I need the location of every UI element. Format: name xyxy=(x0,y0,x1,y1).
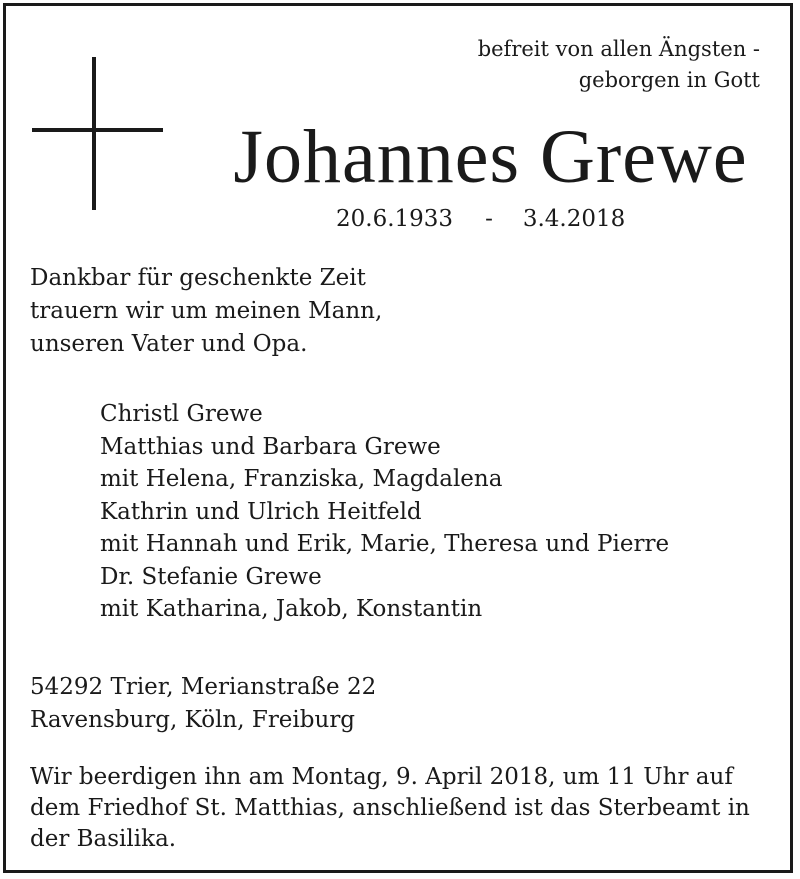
family-line: mit Katharina, Jakob, Konstantin xyxy=(100,596,483,622)
family-line: mit Helena, Franziska, Magdalena xyxy=(100,466,503,492)
address-line: 54292 Trier, Merianstraße 22 xyxy=(30,674,377,700)
death-date: 3.4.2018 xyxy=(522,206,626,232)
family-line: Dr. Stefanie Grewe xyxy=(100,563,322,590)
intro-text xyxy=(30,262,382,361)
family-line: mit Hannah und Erik, Marie, Theresa und Pierre xyxy=(100,531,670,557)
intro-line: trauern wir um meinen Mann, xyxy=(30,298,383,324)
motto xyxy=(478,34,760,96)
intro-line: Dankbar für geschenkte Zeit xyxy=(30,265,366,291)
funeral-line: der Basilika. xyxy=(30,826,177,852)
life-dates xyxy=(336,202,625,236)
address-line: Ravensburg, Köln, Freiburg xyxy=(30,707,356,733)
intro-line: unseren Vater und Opa. xyxy=(30,331,308,357)
motto-line: geborgen in Gott xyxy=(578,68,760,92)
funeral-line: dem Friedhof St. Matthias, anschließend ist das Sterbeamt in xyxy=(30,795,750,821)
address xyxy=(30,671,376,737)
funeral-line: Wir beerdigen ihn am Montag, 9. April 2018, um 11 Uhr auf xyxy=(30,764,733,790)
birth-date: 20.6.1933 xyxy=(336,206,454,232)
funeral-info xyxy=(30,762,780,855)
date-separator: - xyxy=(485,206,493,232)
cross-vertical-bar xyxy=(92,57,96,210)
cross-horizontal-bar xyxy=(32,128,163,132)
family-line: Christl Grewe xyxy=(100,401,263,427)
family-list xyxy=(100,398,669,626)
family-line: Kathrin und Ulrich Heitfeld xyxy=(100,498,422,525)
deceased-name: Johannes Grewe xyxy=(233,115,748,199)
family-line: Matthias und Barbara Grewe xyxy=(100,433,441,460)
motto-line: befreit von allen Ängsten - xyxy=(477,37,760,61)
